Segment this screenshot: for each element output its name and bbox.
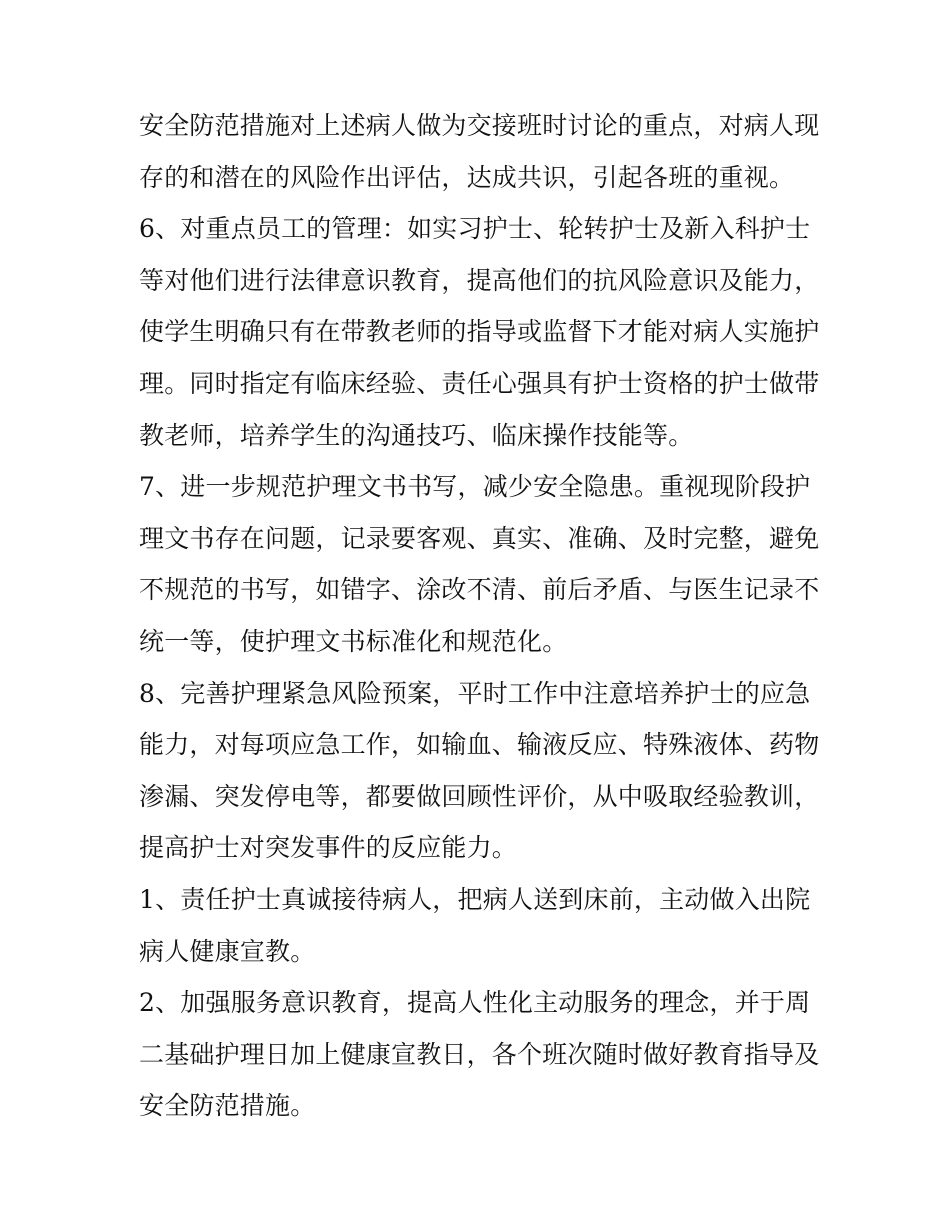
text-line: 病人健康宣教。 xyxy=(139,936,316,966)
text-line: 理。同时指定有临床经验、责任心强具有护士资格的护士做带 xyxy=(139,368,820,398)
text-line: 二基础护理日加上健康宣教日，各个班次随时做好教育指导及 xyxy=(139,1039,820,1069)
text-line: 存的和潜在的风险作出评估，达成共识，引起各班的重视。 xyxy=(139,162,795,192)
text-line: 能力，对每项应急工作，如输血、输液反应、特殊液体、药物 xyxy=(139,730,820,760)
text-line: 1、责任护士真诚接待病人，把病人送到床前，主动做入出院 xyxy=(139,884,811,914)
text-line: 6、对重点员工的管理：如实习护士、轮转护士及新入科护士 xyxy=(139,214,811,244)
text-line: 7、进一步规范护理文书书写，减少安全隐患。重视现阶段护 xyxy=(139,472,811,502)
text-line: 不规范的书写，如错字、涂改不清、前后矛盾、与医生记录不 xyxy=(139,575,820,605)
text-line: 理文书存在问题，记录要客观、真实、准确、及时完整，避免 xyxy=(139,523,820,553)
text-line: 统一等，使护理文书标准化和规范化。 xyxy=(139,626,568,656)
text-line: 渗漏、突发停电等，都要做回顾性评价，从中吸取经验教训， xyxy=(139,781,820,811)
text-line: 安全防范措施对上述病人做为交接班时讨论的重点，对病人现 xyxy=(139,111,820,140)
text-line: 提高护士对突发事件的反应能力。 xyxy=(139,833,518,863)
document-body xyxy=(139,100,819,1132)
text-line: 安全防范措施。 xyxy=(139,1091,316,1121)
text-line: 8、完善护理紧急风险预案，平时工作中注意培养护士的应急 xyxy=(139,678,811,708)
text-line: 教老师，培养学生的沟通技巧、临床操作技能等。 xyxy=(139,420,694,450)
text-line: 2、加强服务意识教育，提高人性化主动服务的理念，并于周 xyxy=(139,988,811,1018)
text-line: 等对他们进行法律意识教育，提高他们的抗风险意识及能力， xyxy=(139,265,820,295)
text-line: 使学生明确只有在带教老师的指导或监督下才能对病人实施护 xyxy=(139,317,820,347)
